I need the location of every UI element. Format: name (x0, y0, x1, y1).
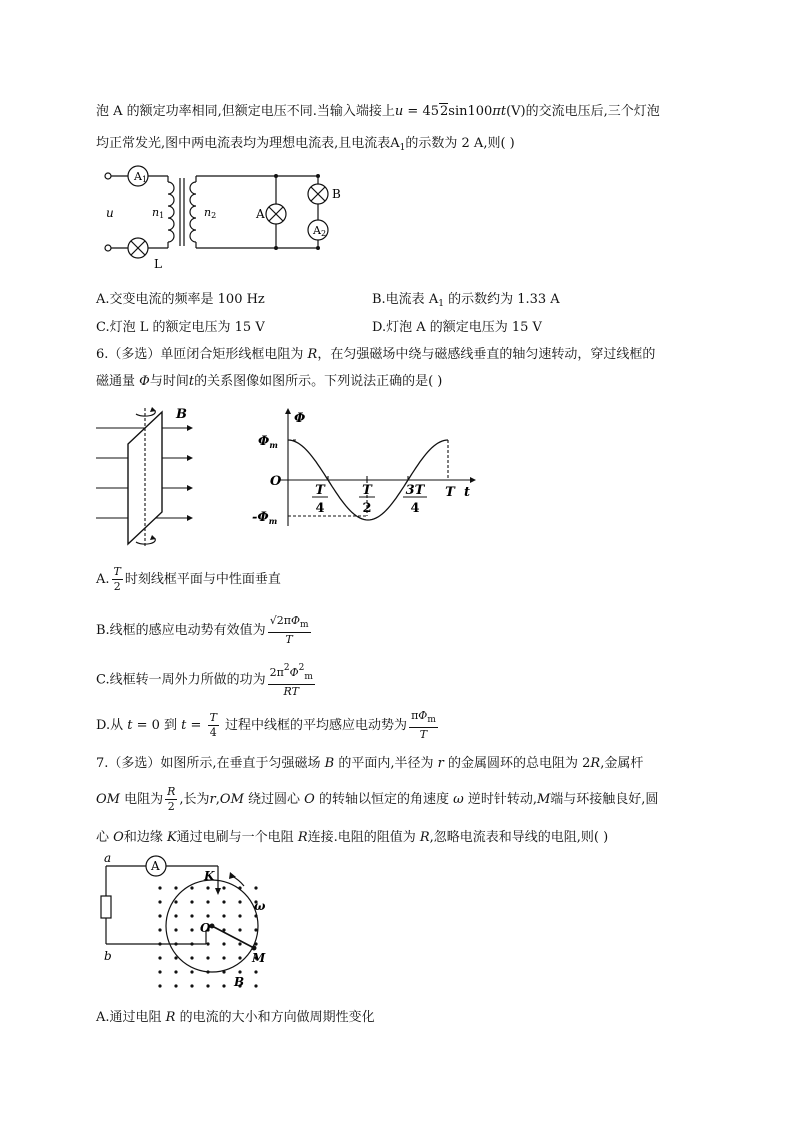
y-axis-label: Φ (294, 411, 306, 426)
field-dot (190, 914, 193, 917)
field-dot (158, 886, 161, 889)
var-om: OM (219, 792, 244, 807)
field-dot (190, 956, 193, 959)
terminal-a-label: a (104, 851, 112, 865)
var-t: t (188, 374, 195, 389)
rotating-frame-figure (92, 400, 202, 550)
option-b-text: B.线框的感应电动势有效值为 (96, 623, 266, 638)
q7-text: ,金属杆 (600, 756, 644, 771)
field-b-label: B (176, 407, 187, 422)
q5-option-d: D.灯泡 A 的额定电压为 15 V (372, 320, 542, 335)
q7-text: 逆时针转动, (463, 792, 537, 807)
ammeter-label: A (151, 859, 160, 873)
q7-text: , (215, 792, 220, 807)
superscript: 2 (298, 663, 305, 673)
frac-num: R (167, 785, 176, 798)
q6-text: 的关系图像如图所示。下列说法正确的是( ) (194, 374, 443, 389)
field-dot (174, 900, 177, 903)
fraction (165, 785, 177, 814)
q6-text: ，在匀强磁场中绕与磁感线垂直的轴匀速转动，穿过线框的 (317, 347, 656, 362)
q7-text: 和边缘 (123, 830, 167, 845)
field-dot (254, 886, 257, 889)
q5-text: 均正常发光,图中两电流表均为理想电流表,且电流表A (96, 136, 400, 151)
field-dot (206, 956, 209, 959)
q5-text: 的示数为 2 A,则( ) (405, 136, 515, 151)
var-r: r (209, 792, 216, 807)
q7-text: 通过电刷与一个电阻 (176, 830, 298, 845)
field-dot (206, 984, 209, 987)
option-a-text: A.通过电阻 (96, 1010, 166, 1025)
subscript: m (299, 620, 309, 630)
var-r: r (437, 756, 444, 771)
ammeter-a1-label: A1 (134, 170, 148, 184)
formula-sin: sin100 (448, 104, 493, 119)
q6-text: 6.（多选）单匝闭合矩形线框电阻为 (96, 347, 308, 362)
q7-text: ,忽略电流表和导线的电阻,则( ) (429, 830, 609, 845)
q7-text: 心 (96, 830, 114, 845)
frac-den: 2 (113, 580, 121, 593)
q5-text: 泡 A 的额定功率相同,但额定电压不同.当输入端接上 (96, 104, 395, 119)
fraction (268, 614, 311, 647)
field-dot (174, 984, 177, 987)
field-dot (174, 886, 177, 889)
var-b: B (324, 756, 335, 771)
frac-num (268, 614, 311, 633)
subscript: 1 (438, 299, 444, 309)
option-d-text: = (186, 718, 206, 733)
field-dot (158, 928, 161, 931)
q7-text: 电阻为 (119, 792, 164, 807)
field-b-label: B (234, 975, 245, 989)
frac-den: RT (283, 685, 299, 698)
q6-option-c (96, 661, 317, 699)
fraction (409, 709, 438, 742)
tick-3t4-num: 3T (405, 483, 425, 498)
tick-t2-num: T (362, 483, 372, 498)
q7-text: 的平面内,半径为 (334, 756, 438, 771)
field-dot (238, 900, 241, 903)
transformer-circuit-diagram (96, 160, 366, 280)
q6-option-a (96, 565, 281, 594)
var-phi: Φ (139, 374, 150, 389)
field-dot (238, 956, 241, 959)
field-dot (206, 900, 209, 903)
field-dot (158, 970, 161, 973)
field-dot (190, 886, 193, 889)
field-dot (222, 886, 225, 889)
coil-n2-label: n2 (204, 206, 217, 220)
field-dot (222, 942, 225, 945)
q6-text: 与时间 (149, 374, 189, 389)
q7-text: 端与环接触良好,圆 (550, 792, 659, 807)
q6-option-b (96, 614, 313, 647)
formula-eq: = 45 (403, 104, 439, 119)
frac-den: 4 (209, 726, 217, 739)
frac-num: T (113, 565, 121, 578)
var-t: t (127, 718, 133, 733)
phim-label: $\Phi_m$ (258, 434, 278, 450)
frac-den: T (419, 728, 428, 741)
frac-num-part: √2π (269, 614, 291, 627)
var-o: O (304, 792, 315, 807)
q5-text: 的交流电压后,三个灯泡 (525, 104, 660, 119)
var-omega: ω (453, 792, 464, 807)
q5-line-1 (96, 100, 660, 119)
field-dot (254, 984, 257, 987)
field-dot (174, 928, 177, 931)
field-dot (174, 970, 177, 973)
lamp-l-label: L (154, 257, 162, 271)
q7-text: 的金属圆环的总电阻为 2 (443, 756, 591, 771)
frac-num (268, 661, 315, 685)
option-a-text: A. (96, 572, 110, 587)
q6-line-2 (96, 370, 442, 389)
formula-unit: (V) (506, 104, 526, 119)
frac-num-part: 2π (269, 666, 284, 679)
field-dot (222, 984, 225, 987)
field-dot (158, 900, 161, 903)
option-d-text: D.从 (96, 718, 128, 733)
frac-num-phi: Φ (289, 666, 299, 679)
field-dot (238, 914, 241, 917)
tick-t2-den: 2 (362, 501, 372, 516)
field-dot (190, 984, 193, 987)
option-a-text: 的电流的大小和方向做周期性变化 (175, 1010, 375, 1025)
q7-option-a (96, 1006, 375, 1025)
neg-phim-label: $-\Phi_m$ (252, 510, 278, 526)
q7-text: 连接.电阻的阻值为 (307, 830, 420, 845)
field-dot (222, 956, 225, 959)
field-dot (158, 984, 161, 987)
var-r: R (297, 830, 308, 845)
field-dot (222, 914, 225, 917)
point-m-label: M (252, 951, 266, 965)
field-dot (206, 914, 209, 917)
q5-option-c: C.灯泡 L 的额定电压为 15 V (96, 320, 265, 335)
formula-sqrt: 2 (440, 104, 449, 119)
rotating-rod-ring-figure (96, 848, 286, 998)
fraction (112, 565, 123, 594)
var-k: K (166, 830, 177, 845)
q6-option-d (96, 709, 440, 742)
frac-num-phi: Φ (418, 709, 428, 722)
tick-t4-num: T (315, 483, 325, 498)
frac-num-phi: Φ (290, 614, 300, 627)
frac-num (409, 709, 438, 728)
tick-t-label: T (445, 485, 455, 500)
field-dot (254, 970, 257, 973)
field-dot (206, 886, 209, 889)
option-a-text: 时刻线框平面与中性面垂直 (124, 572, 281, 587)
lamp-a-label: A (256, 207, 265, 221)
var-r: R (590, 756, 601, 771)
field-dot (158, 914, 161, 917)
origin-label: O (270, 474, 282, 489)
q7-text: 绕过圆心 (243, 792, 305, 807)
var-r: R (419, 830, 430, 845)
q5-line-2 (96, 132, 515, 153)
q6-text: 磁通量 (96, 374, 140, 389)
option-b-text: 的示数约为 1.33 A (443, 292, 560, 307)
q5-option-b (372, 288, 560, 309)
var-m: M (536, 792, 551, 807)
x-axis-label: t (464, 485, 471, 500)
center-o-label: O (200, 921, 211, 935)
superscript: 2 (283, 663, 290, 673)
var-o: O (113, 830, 124, 845)
fraction (268, 661, 315, 699)
field-dot (238, 970, 241, 973)
q7-text: 7.（多选）如图所示,在垂直于匀强磁场 (96, 756, 325, 771)
omega-label: ω (254, 899, 266, 913)
var-r: R (165, 1010, 176, 1025)
formula-pit: πt (492, 104, 507, 119)
tick-t4-den: 4 (315, 501, 325, 516)
option-b-text: B.电流表 A (372, 292, 439, 307)
q7-line-3 (96, 826, 608, 845)
q6-line-1 (96, 343, 655, 362)
var-t: t (181, 718, 187, 733)
frac-num-part: π (411, 709, 419, 722)
formula-u: u (394, 104, 404, 119)
subscript: 1 (399, 143, 406, 153)
lamp-b-label: B (332, 187, 341, 201)
field-dot (174, 914, 177, 917)
field-dot (190, 928, 193, 931)
frac-den: 2 (167, 800, 175, 813)
frac-den: T (285, 633, 293, 646)
fraction (208, 711, 219, 740)
field-dot (222, 900, 225, 903)
option-c-text: C.线框转一周外力所做的功为 (96, 672, 266, 688)
q7-line-2 (96, 785, 658, 814)
q5-option-a: A.交变电流的频率是 100 Hz (96, 292, 265, 307)
field-dot (206, 942, 209, 945)
frac-num: T (209, 711, 217, 724)
flux-time-graph (252, 408, 482, 533)
option-d-text: 过程中线框的平均感应电动势为 (220, 718, 408, 733)
tick-3t4-den: 4 (410, 501, 420, 516)
subscript: m (304, 672, 313, 682)
field-dot (190, 900, 193, 903)
subscript: m (427, 715, 436, 725)
q7-text: ,长为 (179, 792, 210, 807)
field-dot (158, 956, 161, 959)
var-om: OM (96, 792, 120, 807)
q7-line-1 (96, 752, 643, 771)
brush-k-label: K (204, 869, 215, 883)
terminal-b-label: b (104, 949, 112, 963)
voltage-u-label: u (106, 206, 114, 220)
q7-text: 的转轴以恒定的角速度 (314, 792, 454, 807)
coil-n1-label: n1 (152, 206, 165, 220)
option-d-text: = 0 到 (132, 718, 182, 733)
field-dot (238, 928, 241, 931)
field-dot (238, 942, 241, 945)
var-r: R (307, 347, 318, 362)
field-dot (190, 970, 193, 973)
ammeter-a2-label: A2 (313, 224, 327, 238)
